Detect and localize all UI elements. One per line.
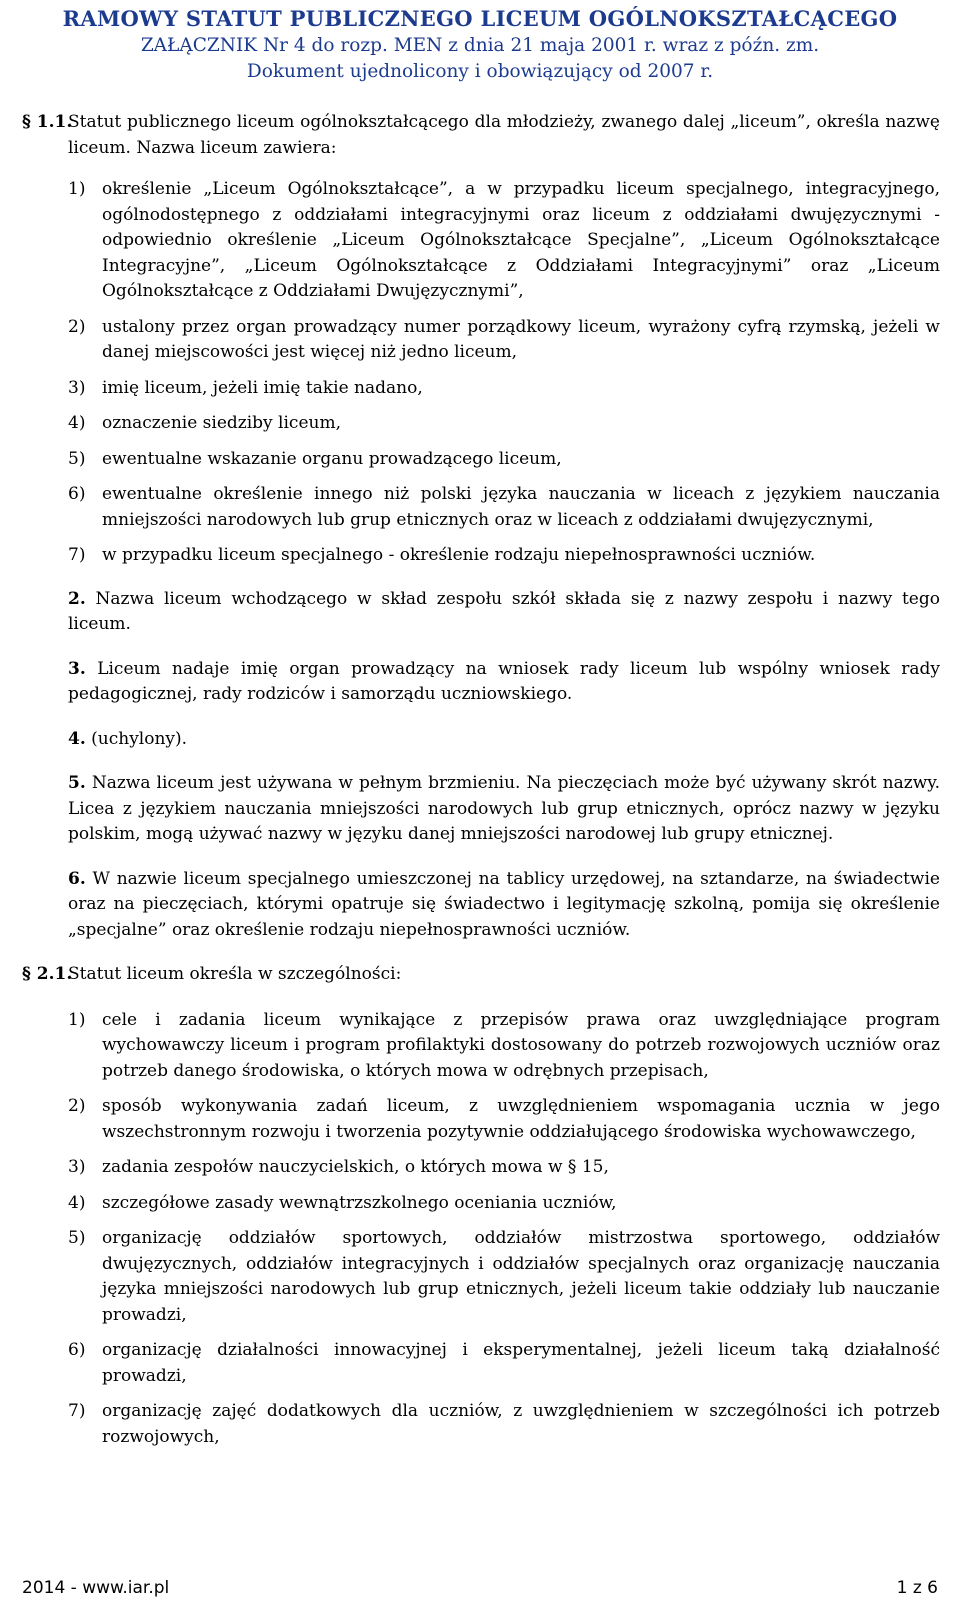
- list-item: 6) ewentualne określenie innego niż polski języka nauczania w liceach z językiem nauczania mniejszości narodowych lub grup etnicznych oraz w liceach z oddziałami dwujęzycznymi,: [68, 484, 940, 530]
- paragraph: 5. Nazwa liceum jest używana w pełnym brzmieniu. Na pieczęciach może być używany skrót nazwy. Licea z językiem nauczania mniejszości narodowych lub grup etnicznych, oprócz nazwy w języku polskim, mogą używać nazwy w języku danej mniejszości narodowej lub grupy etnicznej.: [68, 773, 941, 844]
- list-item: 2) sposób wykonywania zadań liceum, z uwzględnieniem wspomagania ucznia w jego wszechstronnym rozwoju i tworzenia pozytywnie oddziałującego środowiska wychowawczego,: [68, 1096, 940, 1142]
- section-2-intro: [22, 962, 940, 988]
- paragraph-number: 3.: [68, 658, 86, 679]
- section-2-intro-text: Statut liceum określa w szczególności:: [68, 964, 402, 984]
- paragraph: 3. Liceum nadaje imię organ prowadzący na wniosek rady liceum lub wspólny wniosek rady pedagogicznej, rady rodziców i samorządu uczniowskiego.: [68, 658, 941, 704]
- header-note: Dokument ujednolicony i obowiązujący od 2007 r.: [246, 61, 714, 82]
- list-item: 5) organizację oddziałów sportowych, oddziałów mistrzostwa sportowego, oddziałów dwujęzycznych, oddziałów integracyjnych i oddziałów specjalnych oraz organizację nauczania języka mniejszości narodowych lub grup etnicznych, jeżeli liceum takie oddziały lub nauczanie prowadzi,: [68, 1228, 940, 1325]
- paragraph: 2. Nazwa liceum wchodzącego w skład zespołu szkół składa się z nazwy zespołu i nazwy tego liceum.: [68, 588, 940, 634]
- header-title: RAMOWY STATUT PUBLICZNEGO LICEUM OGÓLNOKSZTAŁCĄCEGO: [62, 6, 898, 31]
- list-item: 3) zadania zespołów nauczycielskich, o których mowa w § 15,: [68, 1157, 609, 1177]
- section-1-number: § 1.1.: [22, 112, 73, 132]
- page-number: 1 z 6: [896, 1578, 938, 1598]
- paragraph-number: 2.: [68, 588, 86, 609]
- paragraph-number: 6.: [68, 868, 86, 889]
- list-item: 4) szczegółowe zasady wewnątrzszkolnego oceniania uczniów,: [68, 1192, 617, 1213]
- list-item: 1) określenie „Liceum Ogólnokształcące”, a w przypadku liceum specjalnego, integracyjnego, ogólnodostępnego z oddziałami integracyjnymi oraz liceum z oddziałami dwujęzycznymi - odpowiednio określenie „Liceum Ogólnokształcące Specjalne”, „Liceum Ogólnokształcące Integracyjne”, „Liceum Ogólnokształcące z Oddziałami Integracyjnymi” oraz „Liceum Ogólnokształcące z Oddziałami Dwujęzycznymi”,: [68, 179, 940, 301]
- list-item: 1) cele i zadania liceum wynikające z przepisów prawa oraz uwzględniające program wychowawczy liceum i program profilaktyki dostosowany do potrzeb rozwojowych uczniów oraz potrzeb danego środowiska, o których mowa w odrębnych przepisach,: [68, 1009, 940, 1081]
- list-item: 2) ustalony przez organ prowadzący numer porządkowy liceum, wyrażony cyfrą rzymską, jeżeli w danej miejscowości jest więcej niż jedno liceum,: [68, 316, 940, 362]
- section-2-number: § 2.1.: [22, 964, 73, 984]
- paragraph: 6. W nazwie liceum specjalnego umieszczonej na tablicy urzędowej, na sztandarze, na świadectwie oraz na pieczęciach, którymi opatruje się świadectwo i legitymację szkolną, pomija się określenie „specjalne” oraz określenie rodzaju niepełnosprawności uczniów.: [68, 868, 940, 940]
- section-1-intro-text: Statut publicznego liceum ogólnokształcącego dla młodzieży, zwanego dalej „liceum”, określa nazwę liceum. Nazwa liceum zawiera:: [68, 112, 940, 158]
- list-item: 6) organizację działalności innowacyjnej i eksperymentalnej, jeżeli liceum taką działalność prowadzi,: [68, 1340, 940, 1386]
- list-item: 7) organizację zajęć dodatkowych dla uczniów, z uwzględnieniem w szczególności ich potrzeb rozwojowych,: [68, 1401, 940, 1447]
- section-2-list: [22, 1008, 940, 1451]
- paragraph-number: 5.: [68, 773, 86, 793]
- paragraph-number: 4.: [68, 728, 86, 749]
- paragraph: 4. (uchylony).: [68, 728, 188, 749]
- list-item: 3) imię liceum, jeżeli imię takie nadano,: [68, 377, 423, 398]
- list-item: 4) oznaczenie siedziby liceum,: [68, 413, 341, 433]
- list-item: 7) w przypadku liceum specjalnego - określenie rodzaju niepełnosprawności uczniów.: [68, 545, 816, 565]
- document-header: [0, 4, 960, 85]
- footer-source: 2014 - www.iar.pl: [22, 1578, 170, 1598]
- section-1-list: [22, 177, 940, 569]
- document-body: [22, 110, 940, 1468]
- page-footer: [22, 1578, 938, 1598]
- section-1-intro: [22, 110, 940, 161]
- list-item: 5) ewentualne wskazanie organu prowadzącego liceum,: [68, 448, 562, 469]
- header-subtitle: ZAŁĄCZNIK Nr 4 do rozp. MEN z dnia 21 maja 2001 r. wraz z późn. zm.: [140, 35, 820, 56]
